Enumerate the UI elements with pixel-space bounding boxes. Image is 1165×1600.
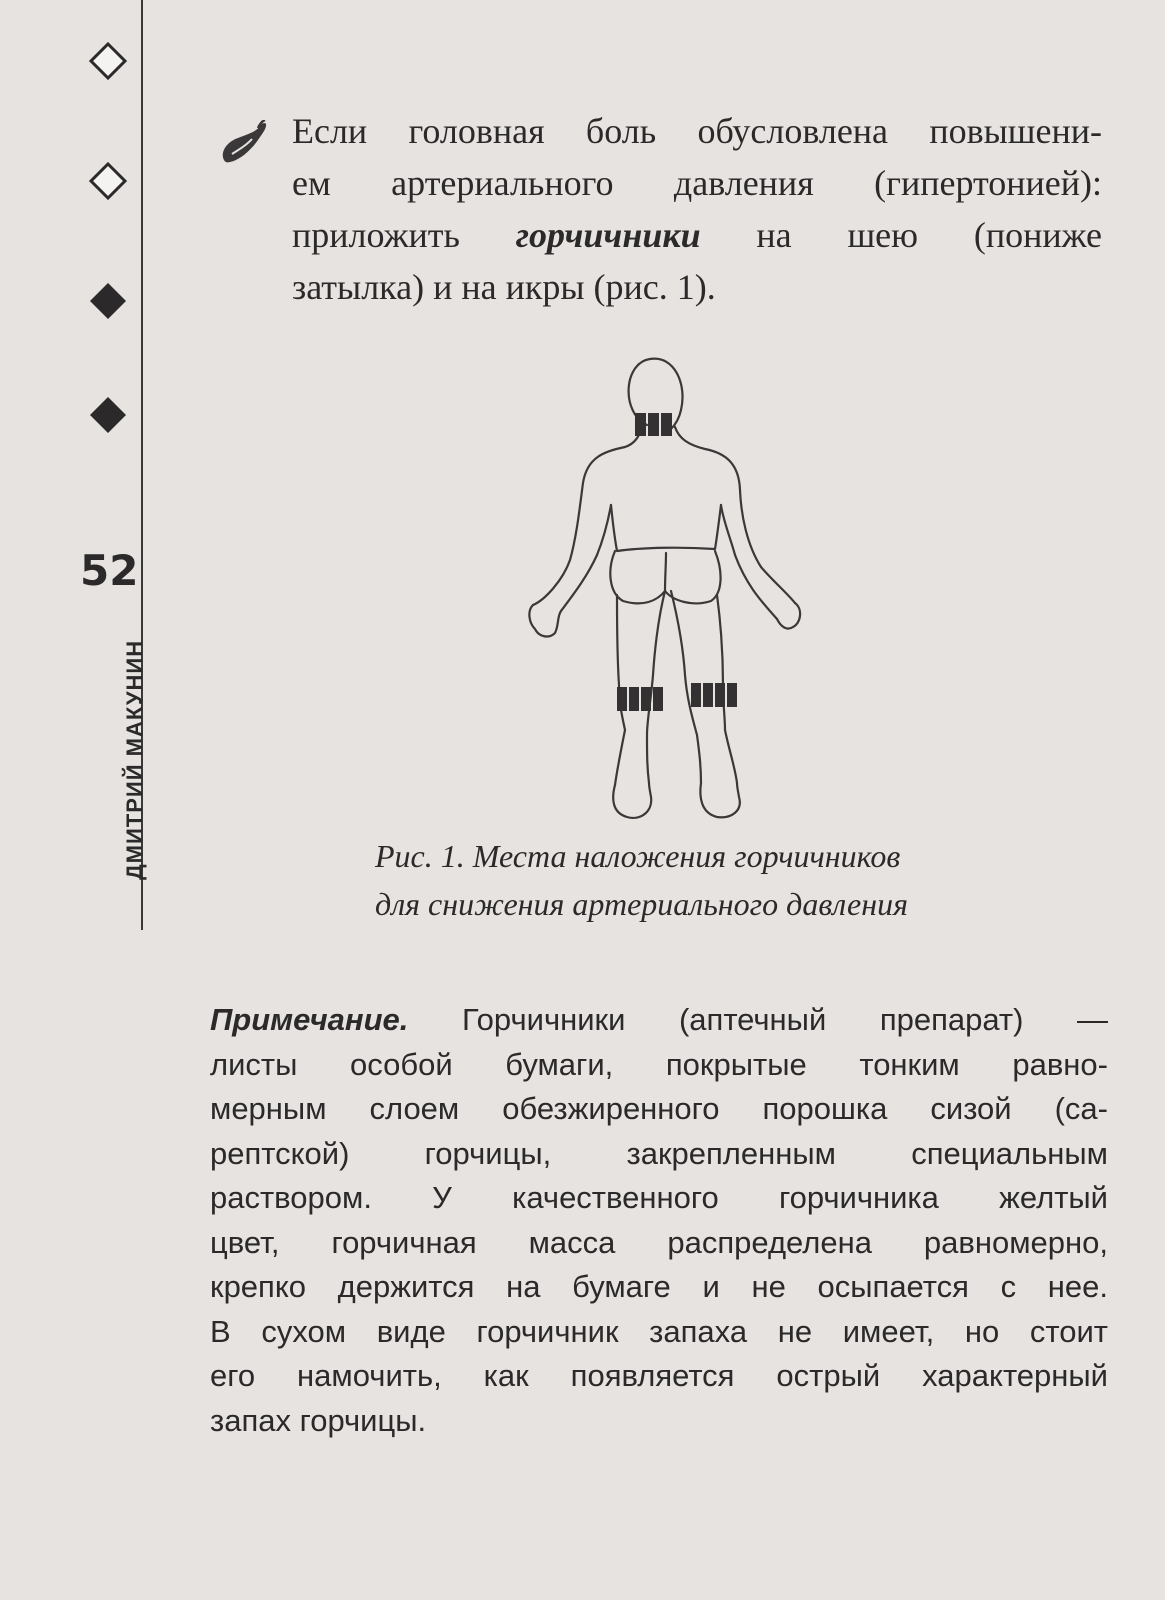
neck-outline bbox=[675, 427, 795, 603]
torso-left bbox=[597, 505, 611, 555]
arm-inner-left bbox=[561, 555, 597, 611]
diamond-filled-icon bbox=[89, 282, 127, 320]
caption-line: Рис. 1. Места наложения горчичников bbox=[375, 838, 901, 874]
pepper-icon bbox=[218, 120, 268, 165]
plaster-calf-left bbox=[617, 687, 663, 711]
body-diagram bbox=[525, 355, 825, 835]
note-line: раствором. У качественного горчичника желтый bbox=[210, 1180, 1108, 1215]
torso-right bbox=[721, 505, 735, 555]
intro-text: на шею (пониже bbox=[700, 215, 1103, 255]
diamond-outline-icon bbox=[89, 162, 127, 200]
diamond-outline-icon bbox=[89, 42, 127, 80]
note-text: Горчичники (аптечный препарат) — bbox=[408, 1002, 1108, 1037]
foot-right bbox=[700, 783, 739, 817]
note-line: листы особой бумаги, покрытые тонким равно- bbox=[210, 1046, 1108, 1082]
note-line: крепко держится на бумаге и не осыпается с нее. bbox=[210, 1269, 1108, 1304]
intro-line bbox=[292, 209, 1102, 261]
neck-outline bbox=[533, 421, 643, 605]
intro-line: затылка) и на икры (рис. 1). bbox=[292, 267, 716, 307]
caption-line: для снижения артериального давления bbox=[375, 886, 908, 922]
note-label: Примечание. bbox=[210, 1002, 409, 1037]
figure-caption bbox=[375, 832, 1025, 928]
intro-line: Если головная боль обусловлена повышени- bbox=[292, 111, 1102, 151]
diamond-filled-icon bbox=[89, 396, 127, 434]
note-line: его намочить, как появляется острый характерный bbox=[210, 1358, 1108, 1393]
intro-text: приложить bbox=[292, 215, 516, 255]
gluteal-cleft bbox=[665, 553, 666, 591]
plaster-calf-right bbox=[691, 683, 737, 707]
note-paragraph bbox=[210, 998, 1108, 1443]
intro-line: ем артериального давления (гипертонией): bbox=[292, 163, 1102, 203]
intro-paragraph bbox=[292, 105, 1102, 313]
emphasis-term: горчичники bbox=[515, 215, 701, 255]
page-number: 52 bbox=[80, 546, 139, 595]
hand-left bbox=[529, 605, 561, 636]
hand-right bbox=[777, 603, 800, 629]
note-line: мерным слоем обезжиренного порошка сизой (са- bbox=[210, 1091, 1108, 1126]
note-line: запах горчицы. bbox=[210, 1402, 427, 1438]
note-line: цвет, горчичная масса распределена равномерно, bbox=[210, 1224, 1108, 1260]
arm-inner-right bbox=[735, 555, 777, 619]
waist-line bbox=[611, 505, 721, 551]
note-line bbox=[210, 998, 1108, 1043]
running-head-author: ДМИТРИЙ МАКУНИН bbox=[122, 639, 147, 880]
note-line: рептской) горчицы, закрепленным специальным bbox=[210, 1135, 1108, 1171]
note-line: В сухом виде горчичник запаха не имеет, но стоит bbox=[210, 1313, 1108, 1349]
plaster-neck bbox=[635, 413, 672, 436]
foot-left bbox=[613, 783, 651, 818]
